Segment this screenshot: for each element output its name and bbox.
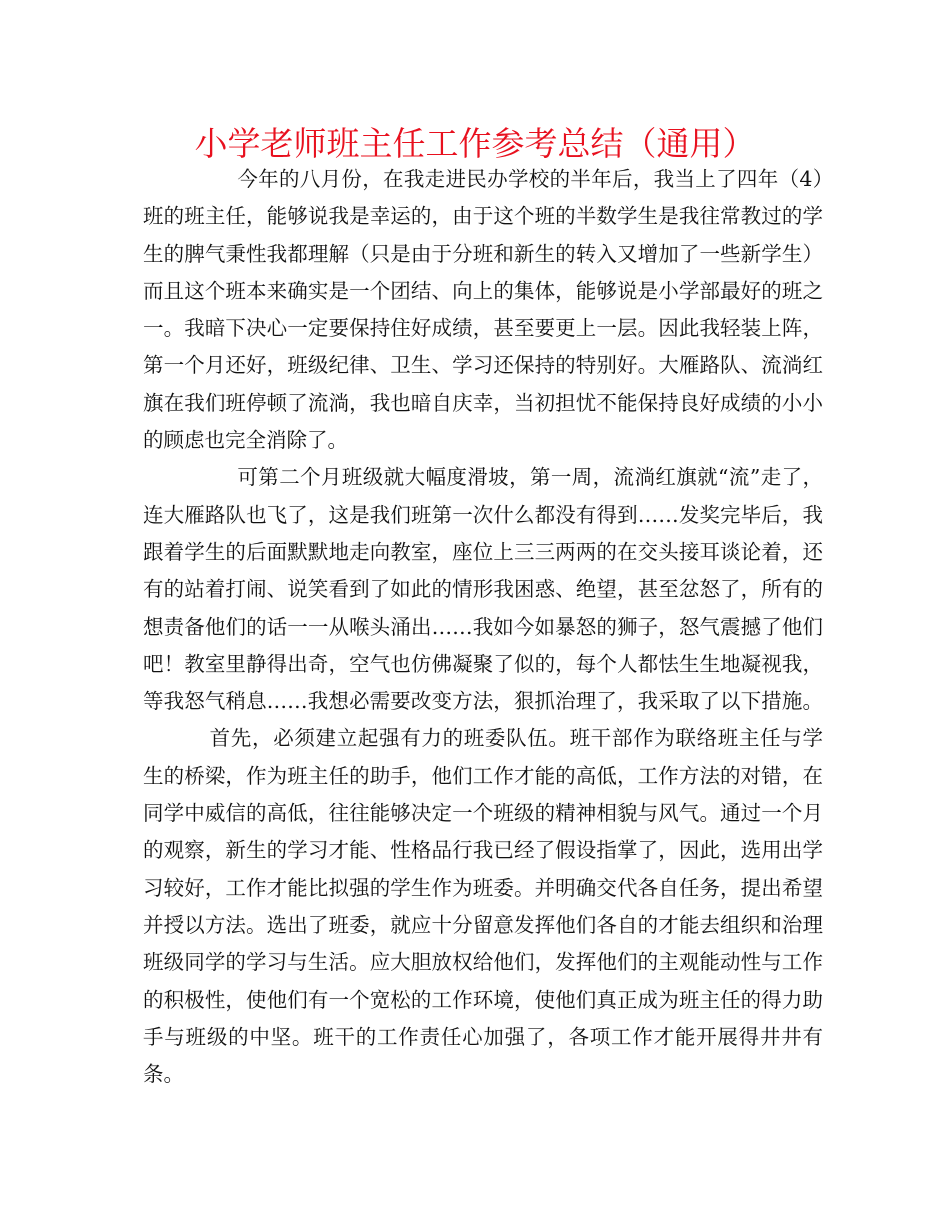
- document-title: 小学老师班主任工作参考总结（通用）: [194, 124, 756, 163]
- paragraph-1-text: 今年的八月份，在我走进民办学校的半年后，我当上了四年（4）班的班主任，能够说我是幸运的，由于这个班的半数学生是我往常教过的学生的脾气秉性我都理解（只是由于分班和新生的转入又增加了一些新学生）而且这个班本来确实是一个团结、向上的集体，能够说是小学部最好的班之一。我暗下决心一定要保持住好成绩，甚至要更上一层。因此我轻装上阵，第一个月还好，班级纪律、卫生、学习还保持的特别好。大雁路队、流淌红旗在我们班停顿了流淌，我也暗自庆幸，当初担忧不能保持良好成绩的小小的顾虑也完全消除了。: [143, 167, 823, 453]
- paragraph-2: [143, 459, 823, 1093]
- paragraph-3-text: 首先，必须建立起强有力的班委队伍。班干部作为联络班主任与学生的桥梁，作为班主任的助手，他们工作才能的高低，工作方法的对错，在同学中威信的高低，往往能够决定一个班级的精神相貌与风气。通过一个月的观察，新生的学习才能、性格品行我已经了假设指掌了，因此，选用出学习较好，工作才能比拟强的学生作为班委。并明确交代各自任务，提出希望并授以方法。选出了班委，就应十分留意发挥他们各自的才能去组织和治理班级同学的学习与生活。应大胆放权给他们，发挥他们的主观能动性与工作的积极性，使他们有一个宽松的工作环境，使他们真正成为班主任的得力助手与班级的中坚。班干的工作责任心加强了，各项工作才能开展得井井有条。: [143, 726, 823, 1087]
- paragraph-1: [143, 161, 823, 459]
- document-body: [143, 161, 823, 1093]
- paragraph-2-text: 可第二个月班级就大幅度滑坡，第一周，流淌红旗就“流”走了，连大雁路队也飞了，这是我们班第一次什么都没有得到……发奖完毕后，我跟着学生的后面默默地走向教室，座位上三三两两的在交头接耳谈论着，还有的站着打闹、说笑看到了如此的情形我困惑、绝望，甚至忿怒了，所有的想责备他们的话一一从喉头涌出……我如今如暴怒的狮子，怒气震撼了他们吧！教室里静得出奇，空气也仿佛凝聚了似的，每个人都怯生生地凝视我，等我怒气稍息……我想必需要改变方法，狠抓治理了，我采取了以下措施。: [143, 465, 823, 714]
